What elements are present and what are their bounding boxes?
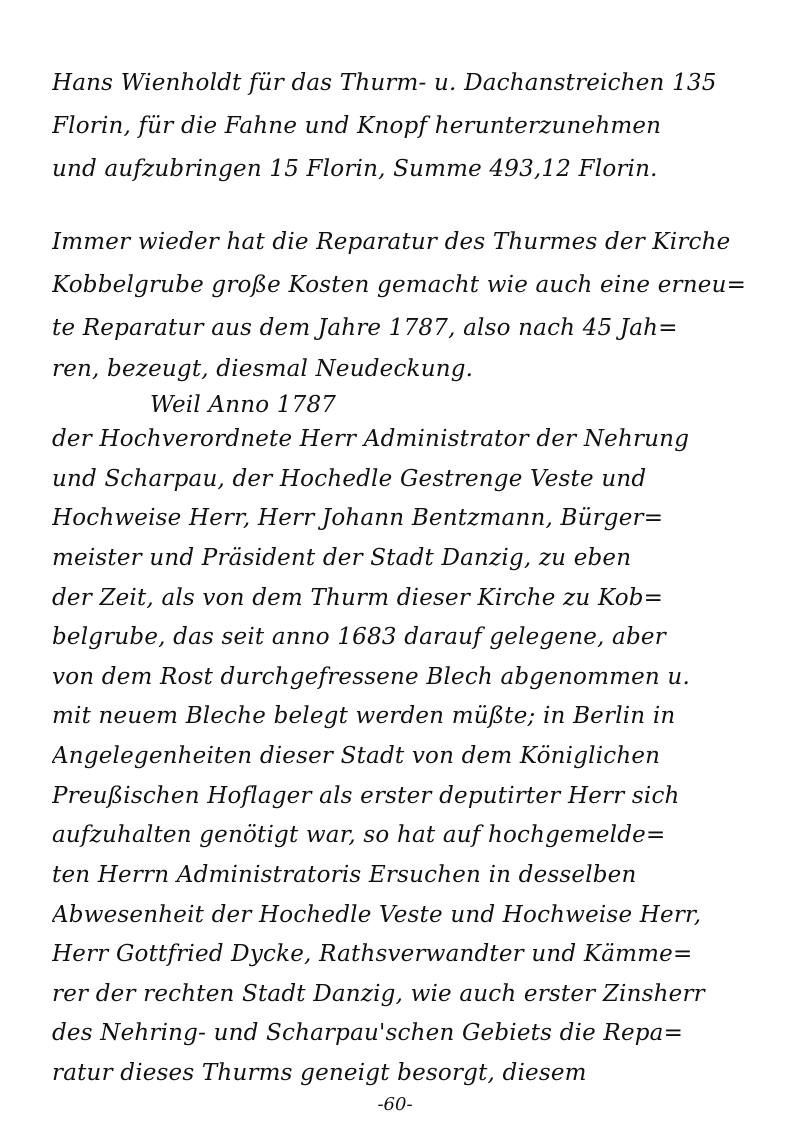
text-line: te Reparatur aus dem Jahre 1787, also nach 45 Jah= (52, 315, 678, 341)
text-line: ratur dieses Thurms geneigt besorgt, diesem (52, 1060, 587, 1086)
text-line: des Nehring- und Scharpau'schen Gebiets die Repa= (52, 1020, 684, 1046)
text-line: und aufzubringen 15 Florin, Summe 493,12 Florin. (52, 156, 658, 182)
text-line: Abwesenheit der Hochedle Veste und Hochweise Herr, (52, 902, 702, 928)
text-line: Preußischen Hoflager als erster deputirter Herr sich (52, 783, 680, 809)
text-line: rer der rechten Stadt Danzig, wie auch erster Zinsherr (52, 981, 705, 1007)
text-line: Florin, für die Fahne und Knopf herunterzunehmen (52, 113, 662, 139)
text-line: Angelegenheiten dieser Stadt von dem Königlichen (52, 743, 661, 769)
text-line: mit neuem Bleche belegt werden müßte; in Berlin in (52, 703, 676, 729)
section-heading: Weil Anno 1787 (150, 392, 337, 418)
text-line: und Scharpau, der Hochedle Gestrenge Veste und (52, 466, 647, 492)
text-line: meister und Präsident der Stadt Danzig, zu eben (52, 545, 632, 571)
text-line: Hochweise Herr, Herr Johann Bentzmann, Bürger= (52, 505, 664, 531)
text-line: aufzuhalten genötigt war, so hat auf hochgemelde= (52, 822, 666, 848)
text-line: der Hochverordnete Herr Administrator der Nehrung (52, 426, 690, 452)
page-number: -60- (377, 1094, 413, 1115)
text-line: ren, bezeugt, diesmal Neudeckung. (52, 356, 474, 382)
text-line: von dem Rost durchgefressene Blech abgenommen u. (52, 664, 690, 690)
text-line: belgrube, das seit anno 1683 darauf gelegene, aber (52, 624, 666, 650)
text-line: Hans Wienholdt für das Thurm- u. Dachanstreichen 135 (52, 70, 717, 96)
text-line: Immer wieder hat die Reparatur des Thurmes der Kirche (52, 229, 731, 255)
text-line: Herr Gottfried Dycke, Rathsverwandter und Kämme= (52, 941, 693, 967)
text-line: ten Herrn Administratoris Ersuchen in desselben (52, 862, 637, 888)
text-line: der Zeit, als von dem Thurm dieser Kirche zu Kob= (52, 585, 664, 611)
text-line: Kobbelgrube große Kosten gemacht wie auch eine erneu= (52, 272, 747, 298)
